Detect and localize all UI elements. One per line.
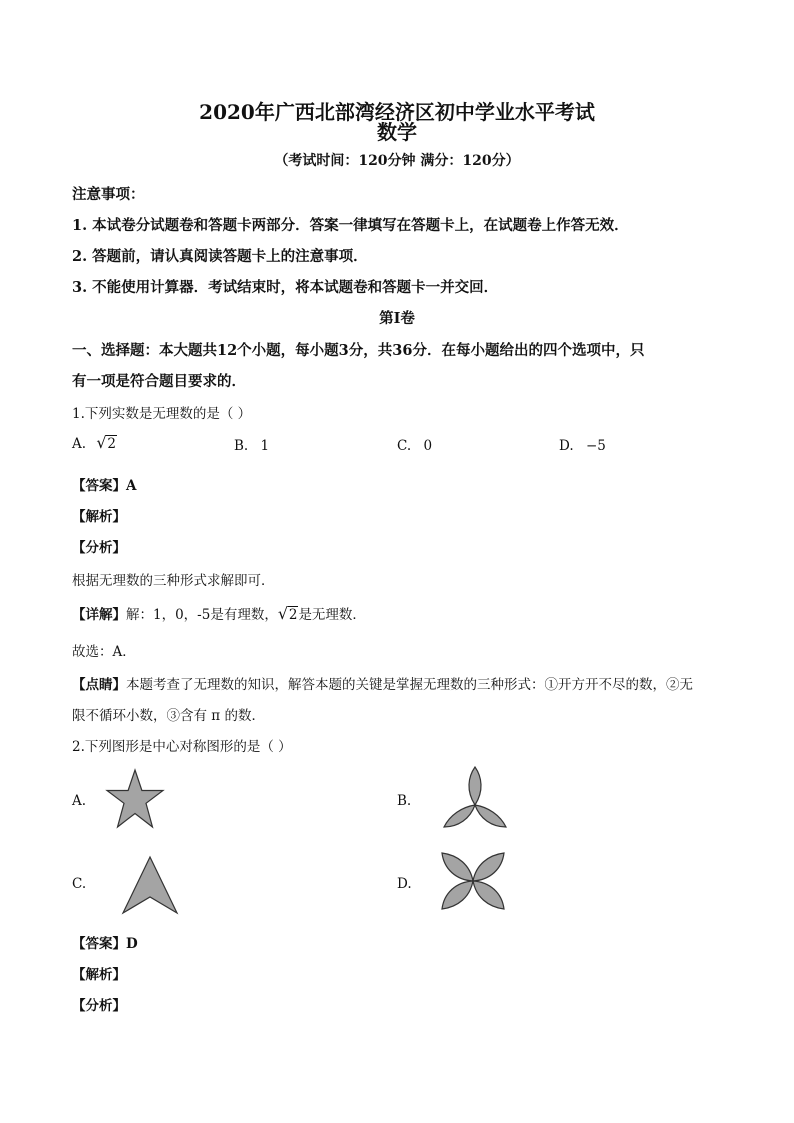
q1-option-d-value: −5 (585, 438, 606, 454)
q1-option-a[interactable] (72, 433, 117, 452)
notice-item-1: 1. 本试卷分试题卷和答题卡两部分．答案一律填写在答题卡上，在试题卷上作答无效． (72, 217, 629, 234)
q1-option-b-letter: B. (234, 438, 249, 454)
three-petal-icon[interactable] (442, 765, 508, 829)
page-title: 2020年广西北部湾经济区初中学业水平考试 (199, 100, 595, 124)
notice-item-2: 2. 答题前，请认真阅读答题卡上的注意事项． (72, 248, 368, 265)
q1-option-c-value: 0 (423, 438, 433, 454)
exam-info: （考试时间：120分钟 满分：120分） (274, 153, 520, 169)
q2-option-d-letter[interactable]: D. (397, 876, 412, 892)
q1-comment-line2: 限不循环小数，③含有 π 的数． (72, 708, 265, 724)
q1-option-b[interactable] (234, 438, 269, 454)
sqrt-radical-icon: √ (96, 433, 107, 452)
q1-option-c[interactable] (397, 438, 432, 454)
q1-answer: 【答案】A (72, 478, 137, 494)
section-instruction-line2: 有一项是符合题目要求的． (72, 373, 246, 390)
arrowhead-icon[interactable] (121, 855, 179, 915)
q1-option-a-letter: A. (72, 436, 87, 452)
q2-fenxi-tag: 【分析】 (72, 998, 126, 1014)
q1-option-a-value: √ 2 (96, 433, 116, 452)
q1-jiexi-tag: 【解析】 (72, 509, 126, 525)
q1-detail-sqrt: √ 2 (277, 604, 298, 623)
q1-option-d[interactable] (559, 438, 606, 454)
volume-label: 第Ⅰ卷 (379, 310, 415, 327)
five-point-star-icon[interactable] (106, 768, 164, 830)
notice-item-3: 3. 不能使用计算器．考试结束时，将本试题卷和答题卡一并交回． (72, 279, 499, 296)
q1-detail: 【详解】解：1，0，-5是有理数， √ 2是无理数． (72, 604, 366, 623)
q1-option-b-value: 1 (260, 438, 270, 454)
q2-stem: 2.下列图形是中心对称图形的是（ ） (72, 739, 292, 755)
notice-heading: 注意事项： (72, 186, 145, 203)
q2-answer: 【答案】D (72, 936, 138, 952)
q1-option-d-letter: D. (559, 438, 574, 454)
sqrt-radical-icon: √ (277, 604, 289, 623)
q1-fenxi-text: 根据无理数的三种形式求解即可． (72, 573, 275, 589)
four-petal-icon[interactable] (440, 851, 506, 911)
q2-option-c-letter[interactable]: C. (72, 876, 87, 892)
q1-stem: 1.下列实数是无理数的是（ ） (72, 406, 252, 422)
q1-comment-line1: 【点睛】本题考查了无理数的知识，解答本题的关键是掌握无理数的三种形式：①开方开不尽的数，②无 (72, 677, 693, 693)
section-instruction-line1: 一、选择题：本大题共12个小题，每小题3分，共36分．在每小题给出的四个选项中，只 (72, 342, 645, 359)
q2-option-a-letter[interactable]: A. (72, 793, 87, 809)
q2-jiexi-tag: 【解析】 (72, 967, 126, 983)
q1-option-c-letter: C. (397, 438, 412, 454)
subject-title-text: 数学 (377, 120, 417, 144)
q1-fenxi-tag: 【分析】 (72, 540, 126, 556)
q2-option-b-letter[interactable]: B. (397, 793, 412, 809)
q1-choose: 故选：A． (72, 644, 136, 660)
